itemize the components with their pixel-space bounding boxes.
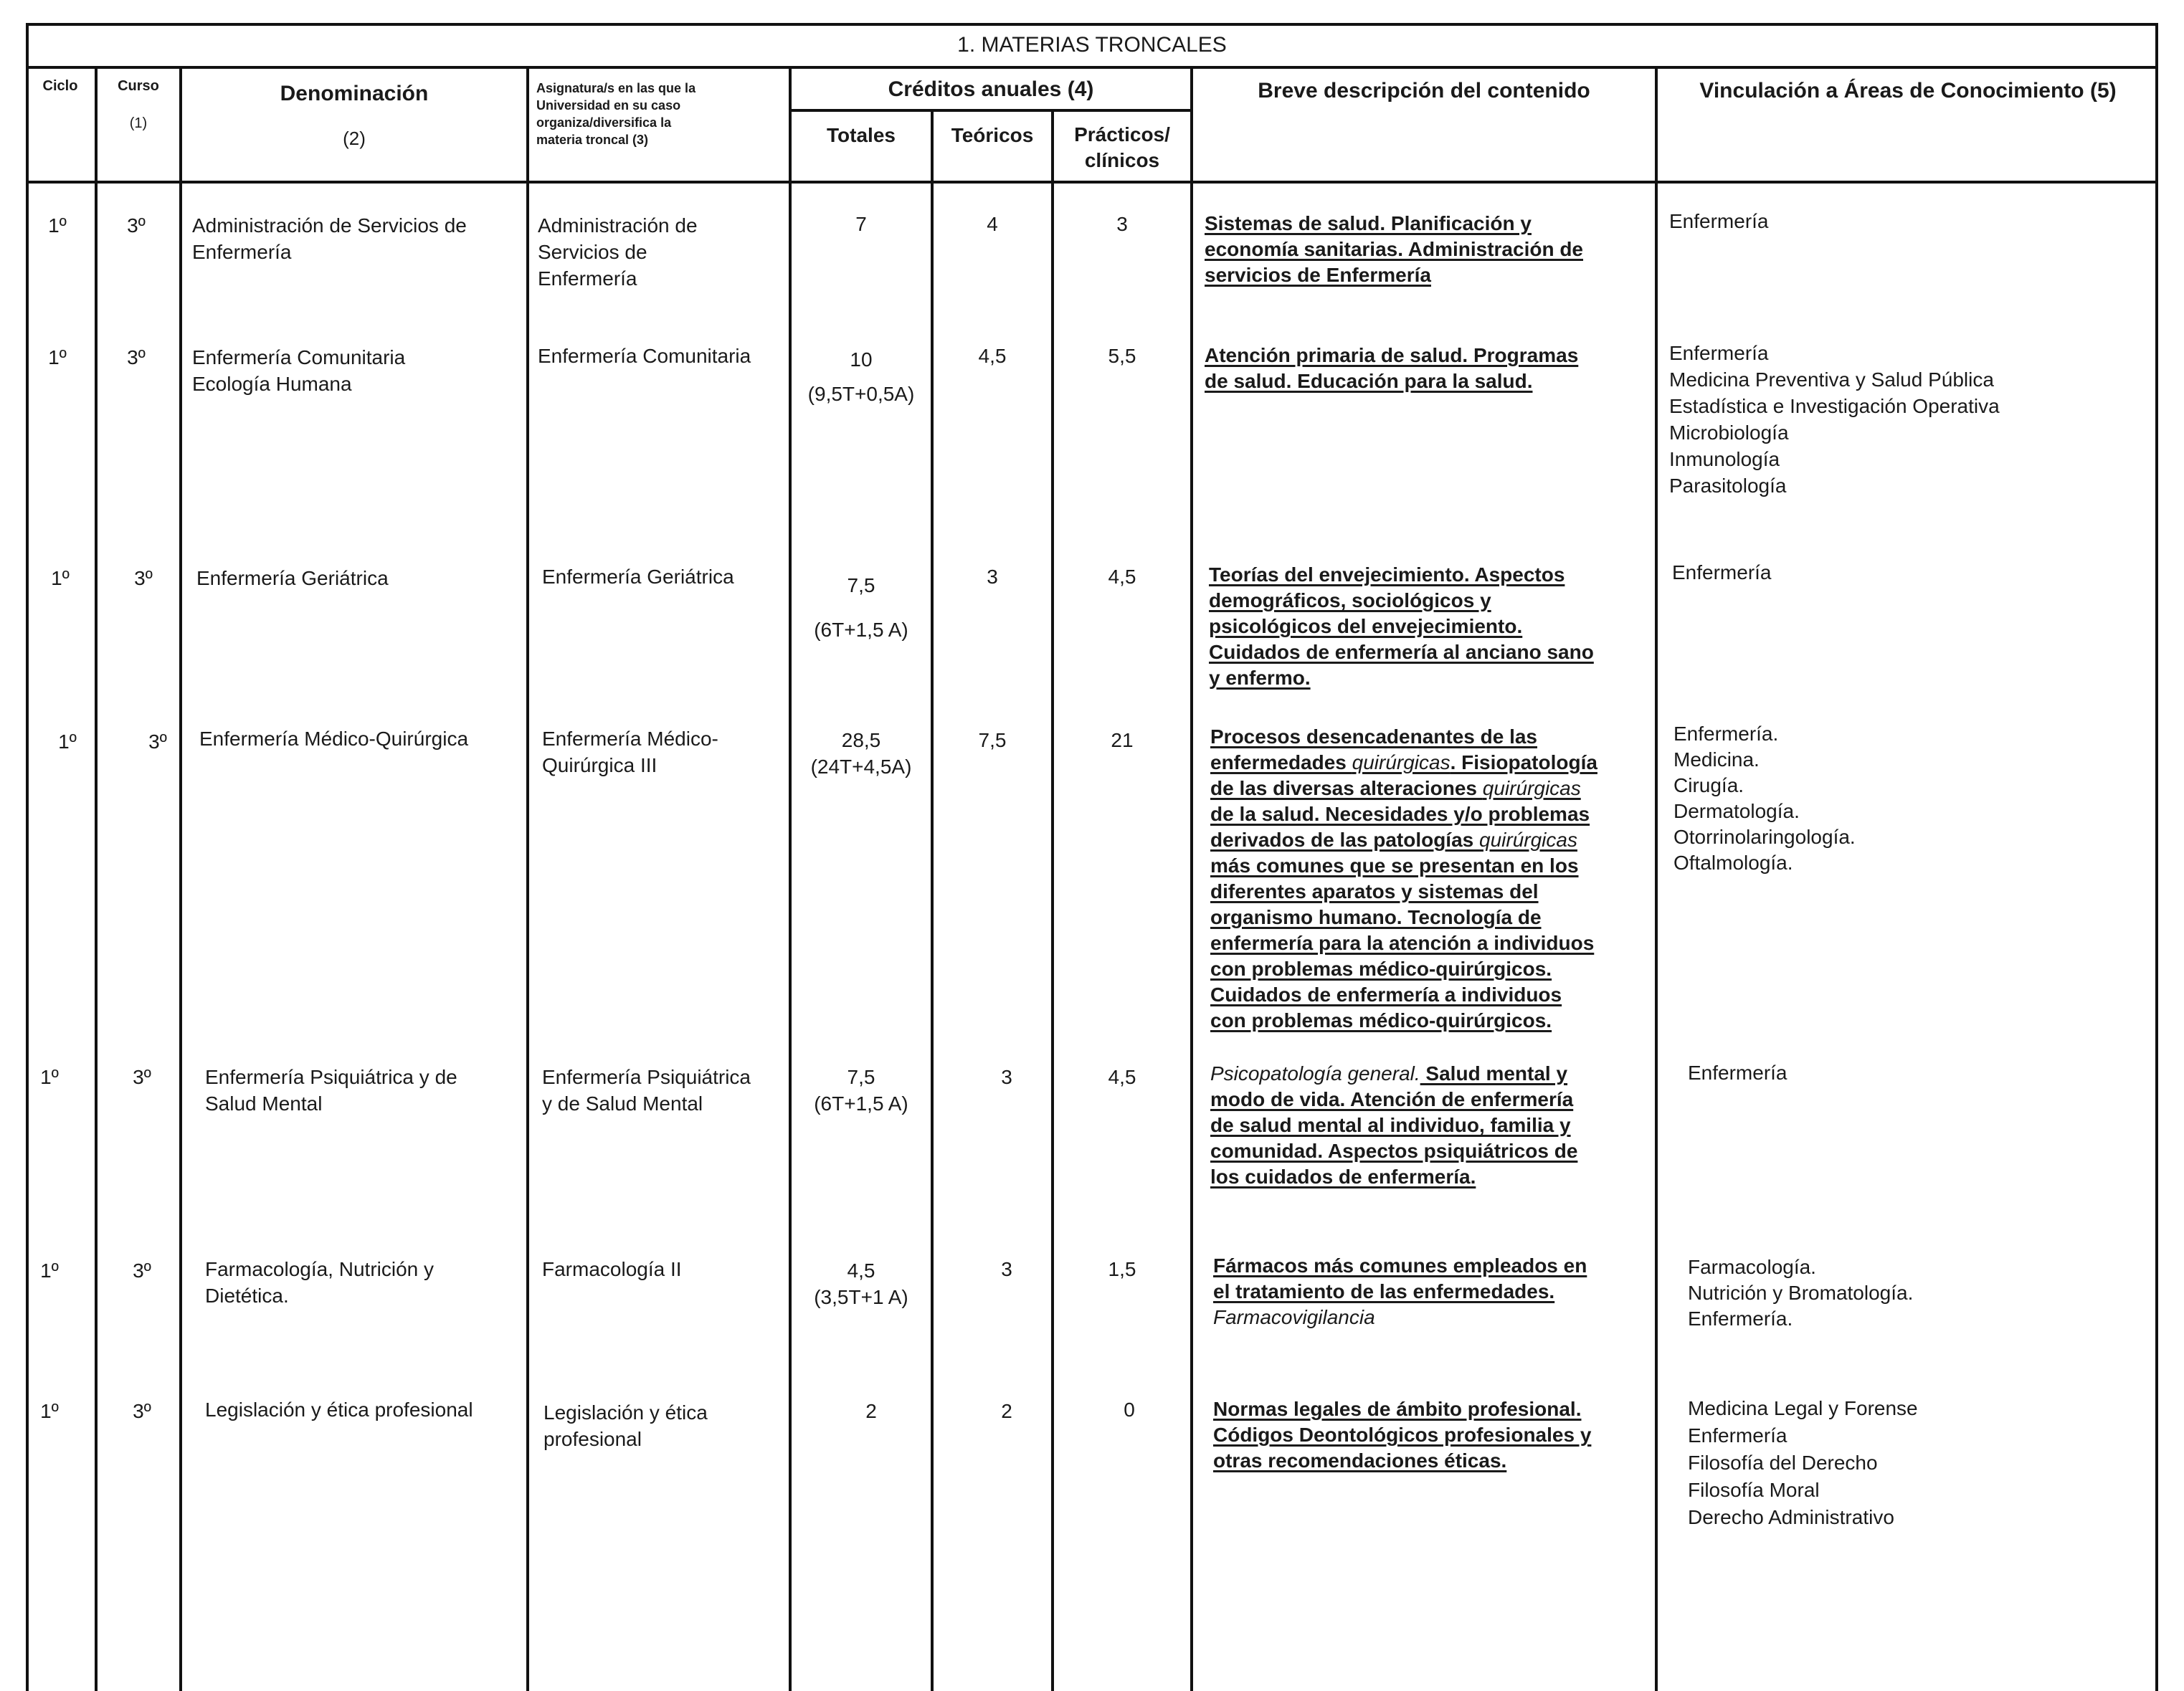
row1-curso: 3º xyxy=(127,214,146,237)
row4-descripcion: Procesos desencadenantes de las enfermedades quirúrgicas. Fisiopatología de las diversas alteraciones quirúrgicas de la salud. Necesidades y/o problemas derivados de las patologías quirúrgicas más comunes que se presentan en los diferentes aparatos y sistemas del organismo humano. Tecnología de enfermería para la atención a individuos con problemas médico-quirúrgicos. Cuidados de enfermería a individuos con problemas médico-quirúrgicos. xyxy=(1210,725,1597,1032)
row2-practicos: 5,5 xyxy=(1108,345,1136,367)
row3-descripcion: Teorías del envejecimiento. Aspectos demográficos, sociológicos y psicológicos del envejecimiento. Cuidados de enfermería al anciano sano y enfermo. xyxy=(1209,563,1594,689)
row3-totales: 7,5 (6T+1,5 A) xyxy=(814,574,908,641)
row3-asignatura: Enfermería Geriátrica xyxy=(542,566,734,588)
header-asignaturas-line3: organiza/diversifica la xyxy=(536,115,672,130)
row2-descripcion: Atención primaria de salud. Programas de salud. Educación para la salud. xyxy=(1205,344,1579,392)
row1-totales: 7 xyxy=(855,213,867,235)
row5-practicos: 4,5 xyxy=(1108,1066,1136,1088)
row5-descripcion: Psicopatología general. Salud mental y modo de vida. Atención de enfermería de salud mental al individuo, familia y comunidad. Aspectos psiquiátricos de los cuidados de enfermería. xyxy=(1210,1062,1578,1188)
row2-asignatura: Enfermería Comunitaria xyxy=(538,345,751,367)
row2-denominacion: Enfermería Comunitaria Ecología Humana xyxy=(192,346,406,395)
row6-descripcion: Fármacos más comunes empleados en el tratamiento de las enfermedades. Farmacovigilancia xyxy=(1213,1254,1587,1328)
header-creditos-anuales: Créditos anuales (4) xyxy=(888,77,1094,101)
row1-asignatura: Administración de Servicios de Enfermería xyxy=(538,214,698,290)
header-ciclo: Ciclo xyxy=(42,78,78,94)
row3-teoricos: 3 xyxy=(987,566,998,588)
header-vinculacion: Vinculación a Áreas de Conocimiento (5) xyxy=(1699,79,2117,103)
row6-ciclo: 1º xyxy=(40,1259,59,1282)
header-denominacion: Denominación xyxy=(280,82,429,105)
col-divider-4 xyxy=(789,66,792,1691)
row7-denominacion: Legislación y ética profesional xyxy=(205,1399,473,1421)
row6-practicos: 1,5 xyxy=(1108,1258,1136,1280)
row7-ciclo: 1º xyxy=(40,1400,59,1422)
row7-areas: Medicina Legal y Forense Enfermería Filosofía del Derecho Filosofía Moral Derecho Administrativo xyxy=(1688,1397,1918,1528)
row2-ciclo: 1º xyxy=(48,346,67,368)
col-divider-7 xyxy=(1190,66,1193,1691)
header-curso: Curso xyxy=(118,78,159,94)
title-divider xyxy=(26,66,2158,69)
row3-practicos: 4,5 xyxy=(1108,566,1136,588)
header-divider xyxy=(26,181,2158,184)
row2-areas: Enfermería Medicina Preventiva y Salud Pública Estadística e Investigación Operativa Microbiología Inmunología Parasitología xyxy=(1669,342,2000,497)
row1-teoricos: 4 xyxy=(987,213,998,235)
creditos-divider xyxy=(789,109,1190,112)
row6-totales: 4,5 (3,5T+1 A) xyxy=(814,1259,908,1308)
row2-curso: 3º xyxy=(127,346,146,368)
row6-denominacion: Farmacología, Nutrición y Dietética. xyxy=(205,1258,435,1307)
row3-ciclo: 1º xyxy=(51,567,70,589)
header-asignaturas-line1: Asignatura/s en las que la xyxy=(536,81,696,95)
row7-asignatura: Legislación y ética profesional xyxy=(543,1401,708,1450)
row4-practicos: 21 xyxy=(1111,729,1134,751)
row7-teoricos: 2 xyxy=(1001,1400,1012,1422)
row7-curso: 3º xyxy=(133,1400,151,1422)
row4-totales: 28,5 (24T+4,5A) xyxy=(810,729,912,778)
row5-asignatura: Enfermería Psiquiátrica y de Salud Mental xyxy=(542,1066,751,1115)
row6-asignatura: Farmacología II xyxy=(542,1258,682,1280)
row2-teoricos: 4,5 xyxy=(978,345,1007,367)
row4-ciclo: 1º xyxy=(58,730,77,753)
header-curso-note: (1) xyxy=(129,115,148,131)
col-divider-3 xyxy=(526,66,529,1691)
header-teoricos: Teóricos xyxy=(951,124,1034,146)
row6-areas: Farmacología. Nutrición y Bromatología. Enfermería. xyxy=(1688,1256,1914,1330)
row7-totales: 2 xyxy=(865,1400,877,1422)
row1-descripcion: Sistemas de salud. Planificación y economía sanitarias. Administración de servicios de Enfermería xyxy=(1205,212,1584,286)
row4-teoricos: 7,5 xyxy=(978,729,1007,751)
row6-curso: 3º xyxy=(133,1259,151,1282)
row4-curso: 3º xyxy=(148,730,167,753)
row3-curso: 3º xyxy=(134,567,153,589)
row5-totales: 7,5 (6T+1,5 A) xyxy=(814,1066,908,1115)
row5-areas: Enfermería xyxy=(1688,1062,1787,1084)
row3-areas: Enfermería xyxy=(1672,561,1772,583)
row7-practicos: 0 xyxy=(1124,1399,1135,1421)
row2-totales: 10 (9,5T+0,5A) xyxy=(807,348,915,405)
row6-teoricos: 3 xyxy=(1001,1258,1012,1280)
row5-curso: 3º xyxy=(133,1066,151,1088)
table-title: 1. MATERIAS TRONCALES xyxy=(957,33,1227,57)
row1-denominacion: Administración de Servicios de Enfermería xyxy=(192,214,467,263)
row4-denominacion: Enfermería Médico-Quirúrgica xyxy=(199,728,469,750)
row3-denominacion: Enfermería Geriátrica xyxy=(196,567,389,589)
header-practicos-line1: Prácticos/ xyxy=(1074,123,1170,146)
col-divider-1 xyxy=(95,66,98,1691)
header-descripcion: Breve descripción del contenido xyxy=(1258,79,1590,103)
row5-denominacion: Enfermería Psiquiátrica y de Salud Mental xyxy=(205,1066,457,1115)
row1-practicos: 3 xyxy=(1116,213,1128,235)
row7-descripcion: Normas legales de ámbito profesional. Códigos Deontológicos profesionales y otras recomendaciones éticas. xyxy=(1213,1398,1592,1472)
col-divider-8 xyxy=(1655,66,1658,1691)
header-denominacion-note: (2) xyxy=(343,128,366,149)
col-divider-2 xyxy=(179,66,182,1691)
row4-asignatura: Enfermería Médico- Quirúrgica III xyxy=(542,728,718,776)
header-practicos-line2: clínicos xyxy=(1084,149,1160,171)
header-asignaturas-line4: materia troncal (3) xyxy=(536,133,649,147)
row4-areas: Enfermería. Medicina. Cirugía. Dermatología. Otorrinolaringología. Oftalmología. xyxy=(1673,723,1856,874)
row5-ciclo: 1º xyxy=(40,1066,59,1088)
row1-areas: Enfermería xyxy=(1669,210,1769,232)
header-totales: Totales xyxy=(827,124,896,146)
row1-ciclo: 1º xyxy=(48,214,67,237)
row5-teoricos: 3 xyxy=(1001,1066,1012,1088)
header-asignaturas-line2: Universidad en su caso xyxy=(536,98,681,113)
